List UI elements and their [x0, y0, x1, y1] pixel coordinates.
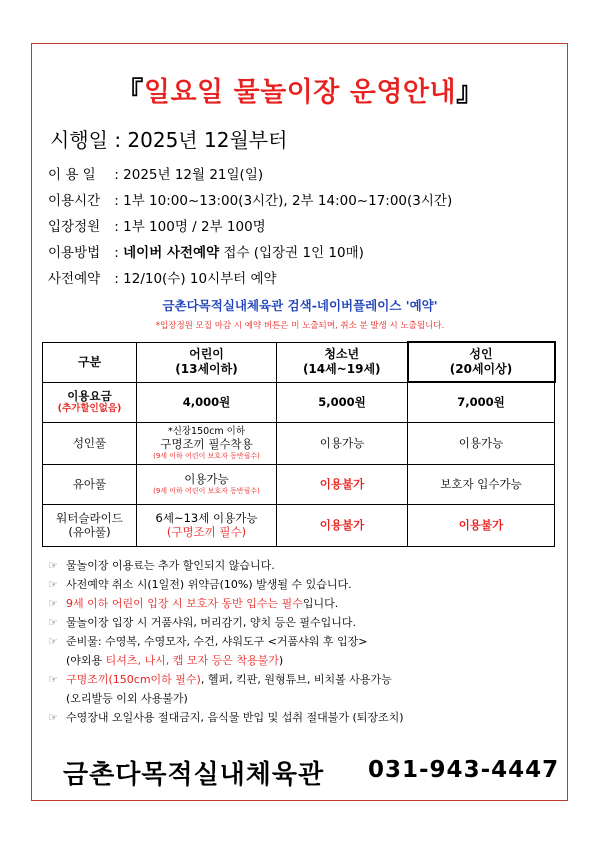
title-open-bracket: 『 — [116, 77, 144, 108]
fee-youth: 5,000원 — [277, 382, 408, 422]
facility-name: 금촌다목적실내체육관 — [63, 760, 325, 790]
pointing-hand-icon: ☞ — [48, 578, 58, 591]
kids-pool-label: 유아풀 — [43, 464, 137, 504]
header-adult — [408, 342, 555, 382]
pointing-hand-icon: ☞ — [48, 635, 58, 648]
notice-text: 사전예약 취소 시(1일전) 위약금(10%) 발생될 수 있습니다. — [66, 578, 352, 591]
list-item — [48, 632, 404, 651]
kids-pool-child — [137, 464, 277, 504]
adult-pool-child-line3: (9세 이하 어린이 보호자 동반필수) — [153, 451, 260, 460]
phone-number: 031-943-4447 — [368, 757, 560, 783]
list-item — [48, 594, 404, 613]
info-value: : 1부 100명 / 2부 100명 — [114, 219, 266, 235]
pointing-hand-icon: ☞ — [48, 559, 58, 572]
info-value: : 1부 10:00~13:00(3시간), 2부 14:00~17:00(3시간) — [114, 193, 453, 209]
info-method — [48, 241, 364, 261]
info-label: 사전예약 — [48, 271, 101, 287]
info-label: 이 용 일 — [48, 167, 96, 183]
info-value: : 2025년 12월 21일(일) — [114, 167, 264, 183]
list-item — [48, 708, 404, 727]
table-row — [43, 464, 555, 504]
pricing-table — [42, 341, 556, 547]
adult-pool-label: 성인풀 — [43, 422, 137, 464]
notice-text-red: 9세 이하 어린이 입장 시 보호자 동반 입수는 필수 — [66, 597, 303, 610]
list-item — [48, 556, 404, 575]
table-row — [43, 504, 555, 546]
title-close-bracket: 』 — [456, 77, 484, 108]
info-label: 이용방법 — [48, 245, 101, 261]
reservation-note: *입장정원 모집 마감 시 예약 버튼은 미 노출되며, 취소 분 발생 시 노출됩니다. — [155, 321, 445, 331]
table-header-row — [43, 342, 555, 382]
slide-label-line1: 워터슬라이드 — [56, 510, 123, 525]
info-value-suffix: 접수 (입장권 1인 10매) — [219, 245, 364, 261]
notice-text: 입니다. — [302, 597, 339, 610]
list-item — [48, 670, 404, 689]
kids-pool-adult: 보호자 입수가능 — [408, 464, 555, 504]
notice-text: ) — [278, 654, 284, 667]
title-text: 일요일 물놀이장 운영안내 — [143, 77, 457, 108]
info-capacity — [48, 215, 266, 235]
table-row — [43, 422, 555, 464]
page-title — [0, 70, 600, 109]
fee-adult: 7,000원 — [408, 382, 555, 422]
info-label: 입장정원 — [48, 219, 101, 235]
kids-pool-child-line1: 이용가능 — [184, 472, 229, 487]
notice-text: (오리발등 이외 사용불가) — [66, 692, 188, 705]
header-youth-line1: 청소년 — [324, 347, 360, 361]
notice-text: 수영장내 오일사용 절대금지, 음식물 반입 및 섭취 절대불가 (퇴장조치) — [66, 711, 404, 724]
adult-pool-child — [137, 422, 277, 464]
list-item — [48, 651, 404, 670]
slide-adult: 이용불가 — [408, 504, 555, 546]
notice-list — [48, 556, 404, 727]
header-child — [137, 342, 277, 382]
fee-label-cell — [43, 382, 137, 422]
list-item — [48, 689, 404, 708]
info-hours — [48, 189, 452, 209]
kids-pool-child-line2: (9세 이하 어린이 보호자 동반필수) — [153, 486, 260, 495]
header-youth — [277, 342, 408, 382]
header-adult-line2: (20세이상) — [449, 362, 513, 376]
slide-youth: 이용불가 — [277, 504, 408, 546]
list-item — [48, 613, 404, 632]
header-child-line2: (13세이하) — [175, 362, 238, 376]
info-value: : 12/10(수) 10시부터 예약 — [114, 271, 277, 287]
info-value-bold: 네이버 사전예약 — [123, 245, 220, 261]
header-adult-line1: 성인 — [469, 347, 493, 361]
slide-label-line2: (유아풀) — [68, 525, 111, 539]
adult-pool-child-line1: *신장150cm 이하 — [167, 425, 246, 437]
pointing-hand-icon: ☞ — [48, 616, 58, 629]
pointing-hand-icon: ☞ — [48, 711, 58, 724]
header-child-line1: 어린이 — [189, 347, 224, 361]
notice-text: 물놀이장 이용료는 추가 할인되지 않습니다. — [66, 559, 275, 572]
list-item — [48, 575, 404, 594]
header-youth-line2: (14세~19세) — [302, 362, 381, 376]
notice-text-red: 티셔츠, 나시, 캡 모자 등은 착용불가 — [105, 654, 279, 667]
search-promo: 금촌다목적실내체육관 검색-네이버플레이스 '예약' — [162, 298, 438, 313]
notice-text: , 헬퍼, 킥판, 원형튜브, 비치볼 사용가능 — [200, 673, 392, 686]
fee-sub: (추가할인없음) — [57, 403, 122, 415]
info-label: 이용시간 — [48, 193, 101, 209]
info-reservation — [48, 267, 277, 287]
slide-child-line2: (구명조끼 필수) — [166, 525, 247, 539]
slide-child-line1: 6세~13세 이용가능 — [155, 510, 258, 525]
slide-label — [43, 504, 137, 546]
adult-pool-child-line2: 구명조끼 필수착용 — [160, 437, 253, 452]
notice-text: (야외용 — [66, 654, 106, 667]
kids-pool-youth: 이용불가 — [277, 464, 408, 504]
fee-child: 4,000원 — [137, 382, 277, 422]
header-category: 구분 — [43, 342, 137, 382]
notice-text-red: 구명조끼(150cm이하 필수) — [66, 673, 201, 686]
notice-text: 물놀이장 입장 시 거품샤워, 머리감기, 양치 등은 필수입니다. — [66, 616, 356, 629]
fee-label: 이용요금 — [67, 388, 112, 403]
table-row — [43, 382, 555, 422]
adult-pool-youth: 이용가능 — [277, 422, 408, 464]
notice-text: 준비물: 수영복, 수영모자, 수건, 샤워도구 <거품샤워 후 입장> — [66, 635, 368, 648]
pointing-hand-icon: ☞ — [48, 673, 58, 686]
adult-pool-adult: 이용가능 — [408, 422, 555, 464]
effective-date: 시행일 : 2025년 12월부터 — [50, 128, 288, 152]
slide-child — [137, 504, 277, 546]
pointing-hand-icon: ☞ — [48, 597, 58, 610]
info-date — [48, 163, 263, 183]
info-value-prefix: : — [114, 245, 124, 261]
